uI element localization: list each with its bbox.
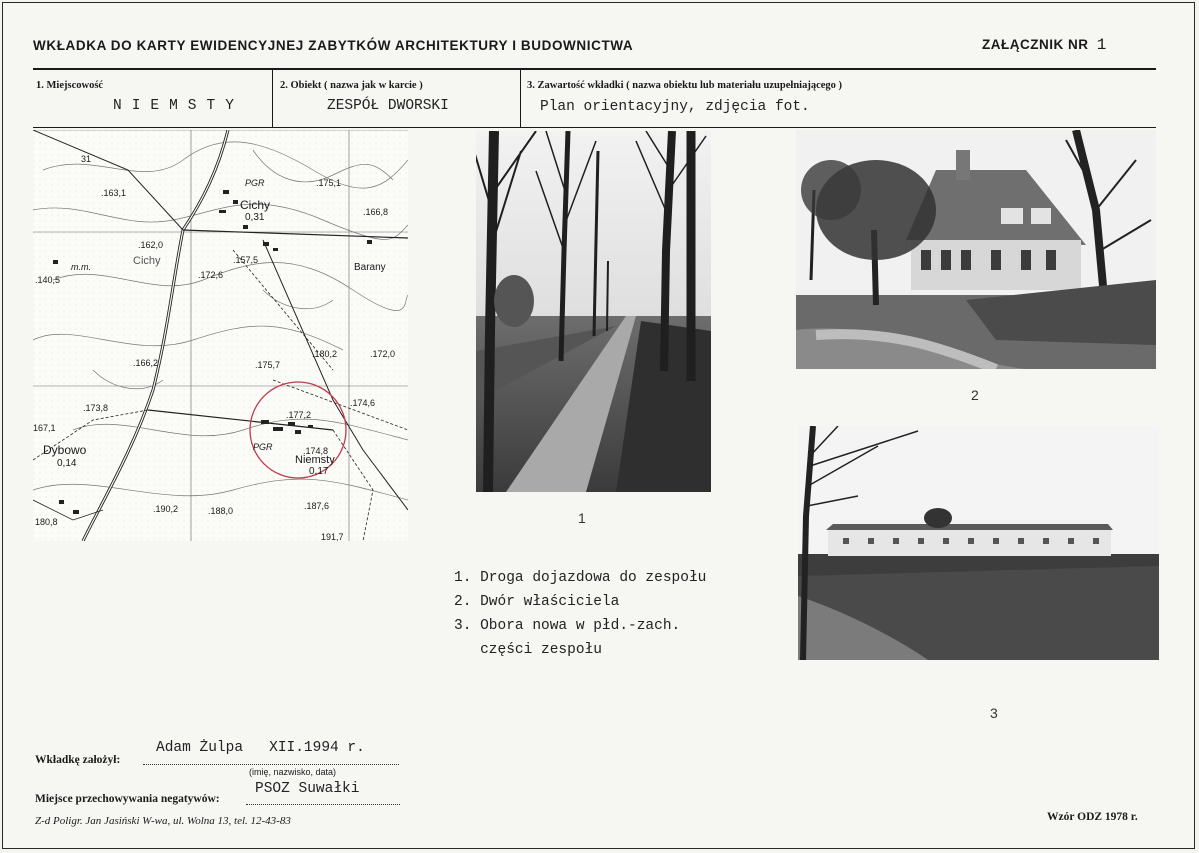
- field-divider-1: [272, 70, 273, 128]
- map-height: .172,6: [198, 270, 224, 280]
- map-height: 180,8: [35, 517, 58, 527]
- map-height: .188,0: [208, 506, 234, 516]
- field-3-value: Plan orientacyjny, zdjęcia fot.: [540, 99, 810, 115]
- map-place-cichy: Cichy: [240, 198, 271, 212]
- map-height: 191,7: [321, 532, 344, 541]
- field-divider-2: [520, 70, 521, 128]
- photo-1-image: [476, 131, 711, 492]
- photo-2-number: 2: [971, 387, 979, 403]
- field-1-value: NIEMSTY: [113, 98, 244, 114]
- printer-imprint: Z-d Poligr. Jan Jasiński W-wa, ul. Wolna 13, tel. 12-43-83: [35, 815, 291, 827]
- map-height: .190,2: [153, 504, 179, 514]
- negatives-dotted-line: [246, 804, 400, 805]
- map-height: .172,0: [370, 349, 396, 359]
- map-place-value: 0,31: [245, 212, 265, 223]
- map-height: 167,1: [33, 423, 56, 433]
- map-height: .187,6: [304, 501, 330, 511]
- map-height: .163,1: [101, 188, 127, 198]
- photo-2-manor-house: [796, 130, 1156, 369]
- legend-item-3: 3. Obora nowa w płd.-zach.: [454, 618, 681, 634]
- map-height: .166,2: [133, 358, 159, 368]
- legend-item-2: 2. Dwór właściciela: [454, 594, 620, 610]
- map-height: .162,0: [138, 240, 164, 250]
- map-place-dybowo: Dybowo: [43, 443, 87, 457]
- photo-legend: [454, 566, 706, 662]
- creator-label: Wkładkę założył:: [35, 754, 121, 766]
- map-height: 31: [81, 154, 92, 164]
- field-1-label: 1. Miejscowość: [36, 80, 104, 91]
- map-height: .180,2: [312, 349, 338, 359]
- legend-item-1: 1. Droga dojazdowa do zespołu: [454, 570, 707, 586]
- photo-1-number: 1: [578, 510, 586, 526]
- attachment-number: 1: [1096, 36, 1107, 54]
- map-label-pgr-2: PGR: [253, 442, 273, 452]
- map-label-mm: m.m.: [71, 262, 91, 272]
- map-height: .175,1: [316, 178, 342, 188]
- map-place-value: 0,17: [309, 466, 329, 477]
- orientation-map: [33, 130, 408, 541]
- map-height: .173,8: [83, 403, 109, 413]
- map-place-value: 0,14: [57, 458, 77, 469]
- map-place-barany: Barany: [354, 262, 386, 273]
- map-height: .140,5: [35, 275, 61, 285]
- creator-value: Adam Żulpa XII.1994 r.: [156, 740, 365, 756]
- photo-3-image: [798, 426, 1159, 660]
- document-title: WKŁADKA DO KARTY EWIDENCYJNEJ ZABYTKÓW ARCHITEKTURY I BUDOWNICTWA: [33, 38, 634, 53]
- map-place-cichy-2: Cichy: [133, 255, 161, 267]
- form-pattern: Wzór ODZ 1978 r.: [1047, 811, 1138, 823]
- attachment-label: [982, 36, 1107, 54]
- photo-2-image: [796, 130, 1156, 369]
- map-drawing: [33, 130, 408, 541]
- creator-dotted-line: [143, 764, 399, 765]
- map-height: .174,8: [303, 446, 329, 456]
- fields-bottom-rule: [33, 127, 1156, 128]
- map-height: .175,7: [255, 360, 281, 370]
- negatives-label: Miejsce przechowywania negatywów:: [35, 793, 220, 805]
- field-2-value: ZESPÓŁ DWORSKI: [327, 98, 449, 114]
- map-height: .166,8: [363, 207, 389, 217]
- photo-3-number: 3: [990, 705, 998, 721]
- legend-item-3-cont: części zespołu: [454, 642, 602, 658]
- photo-3-cowshed: [798, 426, 1159, 660]
- photo-1-access-road: [476, 131, 711, 492]
- negatives-value: PSOZ Suwałki: [255, 781, 360, 797]
- map-label-pgr: PGR: [245, 178, 265, 188]
- field-2-label: 2. Obiekt ( nazwa jak w karcie ): [280, 80, 423, 91]
- field-3-label: 3. Zawartość wkładki ( nazwa obiektu lub materiału uzupełniającego ): [527, 80, 843, 91]
- map-place-niemsty: Niemsty: [295, 454, 335, 466]
- map-height: .157,5: [233, 255, 259, 265]
- map-height: .174,6: [350, 398, 376, 408]
- creator-sub-label: (imię, nazwisko, data): [249, 767, 337, 777]
- top-rule: [33, 68, 1156, 70]
- attachment-text: ZAŁĄCZNIK NR: [982, 37, 1089, 52]
- map-height: .177,2: [286, 410, 312, 420]
